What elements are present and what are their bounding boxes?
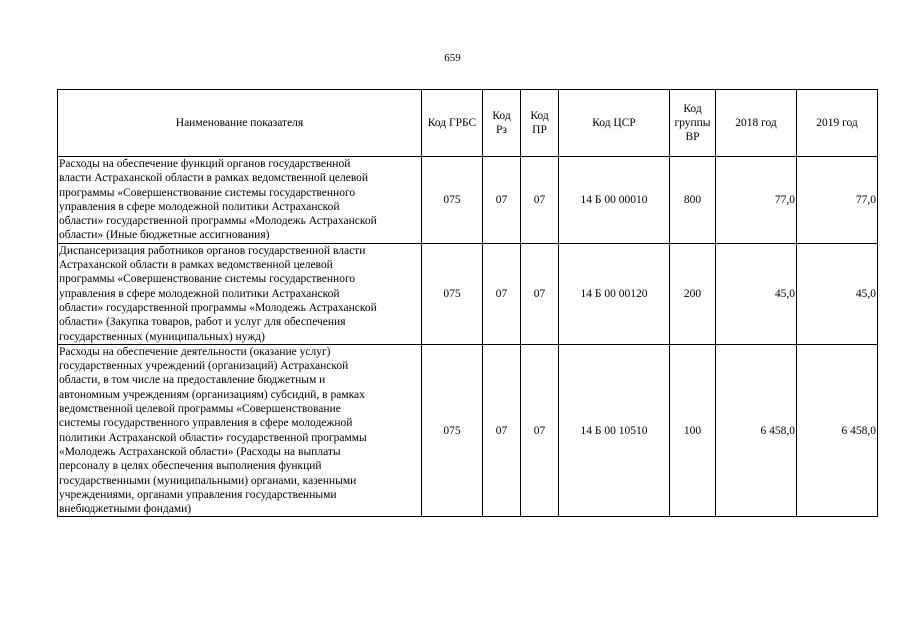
indicator-name-line: Расходы на обеспечение деятельности (оказание услуг) bbox=[59, 345, 331, 358]
indicator-name-line: государственных (муниципальных) нужд) bbox=[59, 330, 265, 343]
indicator-name-line: политики Астраханской области» государственной программы bbox=[59, 431, 367, 444]
budget-table bbox=[57, 89, 878, 517]
indicator-name-line: области» (Иные бюджетные ассигнования) bbox=[59, 229, 270, 242]
header-csr: Код ЦСР bbox=[559, 90, 670, 157]
value-2019-cell: 77,0 bbox=[797, 157, 878, 244]
value-2018-cell: 77,0 bbox=[716, 157, 797, 244]
indicator-name-cell bbox=[58, 243, 422, 344]
header-pr bbox=[521, 90, 559, 157]
indicator-name-line: власти Астраханской области в рамках ведомственной целевой bbox=[59, 172, 369, 185]
indicator-name-line: учреждениями, органами управления государственными bbox=[59, 488, 337, 501]
pr-cell: 07 bbox=[521, 157, 559, 244]
table-body bbox=[58, 157, 878, 517]
header-vr-line: Код bbox=[683, 103, 702, 115]
header-pr-line: ПР bbox=[532, 124, 547, 136]
rz-cell: 07 bbox=[483, 243, 521, 344]
indicator-name-line: Астраханской области в рамках ведомственной целевой bbox=[59, 259, 333, 272]
page-number: 659 bbox=[444, 52, 461, 64]
csr-cell: 14 Б 00 00120 bbox=[559, 243, 670, 344]
indicator-name-line: государственными (муниципальными) органами, казенными bbox=[59, 474, 357, 487]
indicator-name-line: области» государственной программы «Молодежь Астраханской bbox=[59, 301, 377, 314]
vr-cell: 100 bbox=[670, 344, 716, 517]
pr-cell: 07 bbox=[521, 243, 559, 344]
indicator-name-line: внебюджетными фондами) bbox=[59, 503, 192, 516]
grbs-cell: 075 bbox=[422, 243, 483, 344]
indicator-name-line: области, в том числе на предоставление бюджетным и bbox=[59, 374, 326, 387]
rz-cell: 07 bbox=[483, 344, 521, 517]
header-vr-line: ВР bbox=[685, 131, 700, 143]
grbs-cell: 075 bbox=[422, 157, 483, 244]
table-row bbox=[58, 344, 878, 517]
header-pr-line: Код bbox=[530, 110, 549, 122]
grbs-cell: 075 bbox=[422, 344, 483, 517]
header-vr bbox=[670, 90, 716, 157]
csr-cell: 14 Б 00 00010 bbox=[559, 157, 670, 244]
table-row bbox=[58, 157, 878, 244]
indicator-name-line: государственных учреждений (организаций) Астраханской bbox=[59, 360, 349, 373]
indicator-name-line: персоналу в целях обеспечения выполнения функций bbox=[59, 460, 322, 473]
indicator-name-line: Диспансеризация работников органов государственной власти bbox=[59, 244, 366, 257]
vr-cell: 200 bbox=[670, 243, 716, 344]
header-rz bbox=[483, 90, 521, 157]
value-2019-cell: 6 458,0 bbox=[797, 344, 878, 517]
vr-cell: 800 bbox=[670, 157, 716, 244]
header-rz-line: Рз bbox=[496, 124, 507, 136]
indicator-name-line: системы государственного управления в сфере молодежной bbox=[59, 417, 353, 430]
value-2018-cell: 45,0 bbox=[716, 243, 797, 344]
indicator-name-line: «Молодежь Астраханской области» (Расходы на выплаты bbox=[59, 445, 341, 458]
indicator-name-line: области» (Закупка товаров, работ и услуг для обеспечения bbox=[59, 316, 346, 329]
indicator-name-line: управления в сфере молодежной политики Астраханской bbox=[59, 200, 340, 213]
rz-cell: 07 bbox=[483, 157, 521, 244]
indicator-name-line: управления в сфере молодежной политики Астраханской bbox=[59, 287, 340, 300]
indicator-name-line: автономным учреждениям (организациям) субсидий, в рамках bbox=[59, 388, 365, 401]
header-2018: 2018 год bbox=[716, 90, 797, 157]
pr-cell: 07 bbox=[521, 344, 559, 517]
indicator-name-cell bbox=[58, 157, 422, 244]
indicator-name-line: программы «Совершенствование системы государственного bbox=[59, 273, 356, 286]
header-vr-line: группы bbox=[674, 117, 711, 129]
table-row bbox=[58, 243, 878, 344]
value-2019-cell: 45,0 bbox=[797, 243, 878, 344]
value-2018-cell: 6 458,0 bbox=[716, 344, 797, 517]
indicator-name-line: ведомственной целевой программы «Совершенствование bbox=[59, 403, 341, 416]
header-2019: 2019 год bbox=[797, 90, 878, 157]
indicator-name-cell bbox=[58, 344, 422, 517]
header-grbs: Код ГРБС bbox=[422, 90, 483, 157]
indicator-name-line: Расходы на обеспечение функций органов государственной bbox=[59, 158, 351, 170]
header-row bbox=[58, 90, 878, 157]
header-rz-line: Код bbox=[492, 110, 511, 122]
csr-cell: 14 Б 00 10510 bbox=[559, 344, 670, 517]
indicator-name-line: программы «Совершенствование системы государственного bbox=[59, 186, 356, 199]
header-name: Наименование показателя bbox=[58, 90, 422, 157]
indicator-name-line: области» государственной программы «Молодежь Астраханской bbox=[59, 215, 377, 228]
